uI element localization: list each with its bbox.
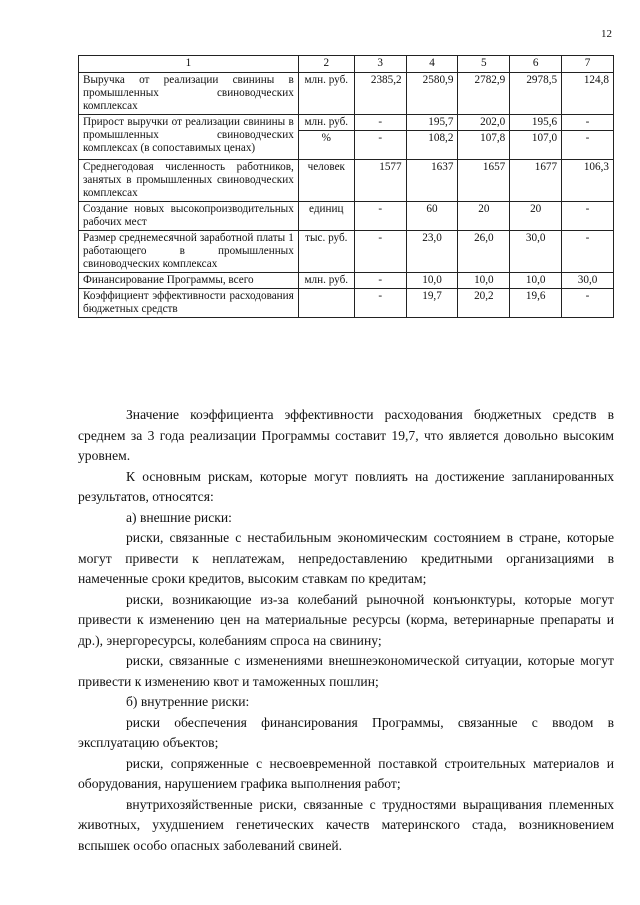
value-cell: 202,0 (458, 115, 510, 131)
value-cell: 1637 (406, 160, 458, 202)
paragraph: риски, связанные с изменениями внешнеэкономической ситуации, которые могут привести к изменению квот и таможенных пошлин; (78, 653, 614, 689)
indicator-name: Выручка от реализации свинины в промышленных свиноводческих комплексах (79, 73, 299, 115)
unit-cell: млн. руб. (298, 115, 354, 131)
value-cell: 1677 (510, 160, 562, 202)
value-cell: - (354, 115, 406, 131)
value-cell: 20 (458, 202, 510, 231)
value-cell: 2782,9 (458, 73, 510, 115)
column-header: 3 (354, 56, 406, 73)
unit-cell: единиц (298, 202, 354, 231)
column-header: 2 (298, 56, 354, 73)
column-header: 6 (510, 56, 562, 73)
value-cell: - (354, 231, 406, 273)
value-cell: 20,2 (458, 289, 510, 318)
indicator-name: Прирост выручки от реализации свинины в промышленных свиноводческих комплексах (в сопоставимых ценах) (79, 115, 299, 160)
unit-cell (298, 289, 354, 318)
table-row (79, 273, 614, 289)
value-cell: 30,0 (510, 231, 562, 273)
page-number: 12 (601, 28, 612, 40)
value-cell: 108,2 (406, 131, 458, 160)
value-cell: 2385,2 (354, 73, 406, 115)
value-cell: - (562, 202, 614, 231)
column-header: 1 (79, 56, 299, 73)
table-row (79, 231, 614, 273)
value-cell: 107,8 (458, 131, 510, 160)
table-header-row (79, 56, 614, 73)
value-cell: 23,0 (406, 231, 458, 273)
column-header: 5 (458, 56, 510, 73)
indicators-table (78, 55, 614, 318)
value-cell: - (354, 131, 406, 160)
value-cell: 60 (406, 202, 458, 231)
indicator-name: Создание новых высокопроизводительных рабочих мест (79, 202, 299, 231)
value-cell: - (354, 202, 406, 231)
indicator-name: Финансирование Программы, всего (79, 273, 299, 289)
table-row (79, 115, 614, 131)
value-cell: 20 (510, 202, 562, 231)
column-header: 7 (562, 56, 614, 73)
unit-cell: млн. руб. (298, 273, 354, 289)
value-cell: 10,0 (510, 273, 562, 289)
table-row (79, 160, 614, 202)
paragraph: риски, связанные с нестабильным экономическим состоянием в стране, которые могут привести к неплатежам, непредоставлению кредитными организациями в намеченные сроки кредитов, высоким ставкам по кредитам; (78, 530, 614, 586)
value-cell: - (562, 131, 614, 160)
table-row (79, 73, 614, 115)
value-cell: - (562, 115, 614, 131)
indicator-name: Коэффициент эффективности расходования бюджетных средств (79, 289, 299, 318)
value-cell: 2580,9 (406, 73, 458, 115)
value-cell: 195,6 (510, 115, 562, 131)
value-cell: 19,6 (510, 289, 562, 318)
table-row (79, 289, 614, 318)
value-cell: 26,0 (458, 231, 510, 273)
unit-cell: млн. руб. (298, 73, 354, 115)
paragraph: а) внешние риски: (126, 509, 232, 525)
value-cell: - (354, 289, 406, 318)
paragraph: внутрихозяйственные риски, связанные с трудностями выращивания племенных животных, ухудшением генетических качеств материнского стада, возникновением вспышек особо опасных заболеваний свиней. (78, 796, 614, 853)
value-cell: 19,7 (406, 289, 458, 318)
paragraph: б) внутренние риски: (126, 694, 250, 709)
paragraph: К основным рискам, которые могут повлиять на достижение запланированных результатов, относятся: (78, 468, 614, 504)
paragraph: риски, сопряженные с несвоевременной поставкой строительных материалов и оборудования, нарушением графика выполнения работ; (78, 755, 614, 791)
value-cell: 1657 (458, 160, 510, 202)
paragraph: Значение коэффициента эффективности расходования бюджетных средств в среднем за 3 года реализации Программы составит 19,7, что является довольно высоким уровнем. (78, 407, 614, 463)
indicator-name: Размер среднемесячной заработной платы 1 работающего в промышленных свиноводческих комплексах (79, 231, 299, 273)
value-cell: - (562, 289, 614, 318)
value-cell: 106,3 (562, 160, 614, 202)
value-cell: - (562, 231, 614, 273)
value-cell: 30,0 (562, 273, 614, 289)
indicator-name: Среднегодовая численность работников, занятых в промышленных свиноводческих комплексах (79, 160, 299, 202)
value-cell: 107,0 (510, 131, 562, 160)
value-cell: 2978,5 (510, 73, 562, 115)
column-header: 4 (406, 56, 458, 73)
value-cell: 10,0 (406, 273, 458, 289)
value-cell: 195,7 (406, 115, 458, 131)
unit-cell: % (298, 131, 354, 160)
unit-cell: тыс. руб. (298, 231, 354, 273)
paragraph: риски, возникающие из-за колебаний рыночной конъюнктуры, которые могут привести к изменению цен на материальные ресурсы (корма, ветеринарные препараты и др.), энергоресурсы, колебаниям спроса на свинину; (78, 591, 614, 648)
value-cell: - (354, 273, 406, 289)
value-cell: 1577 (354, 160, 406, 202)
body-text (78, 405, 614, 856)
value-cell: 124,8 (562, 73, 614, 115)
unit-cell: человек (298, 160, 354, 202)
paragraph: риски обеспечения финансирования Программы, связанные с вводом в эксплуатацию объектов; (78, 714, 614, 750)
table-row (79, 202, 614, 231)
value-cell: 10,0 (458, 273, 510, 289)
